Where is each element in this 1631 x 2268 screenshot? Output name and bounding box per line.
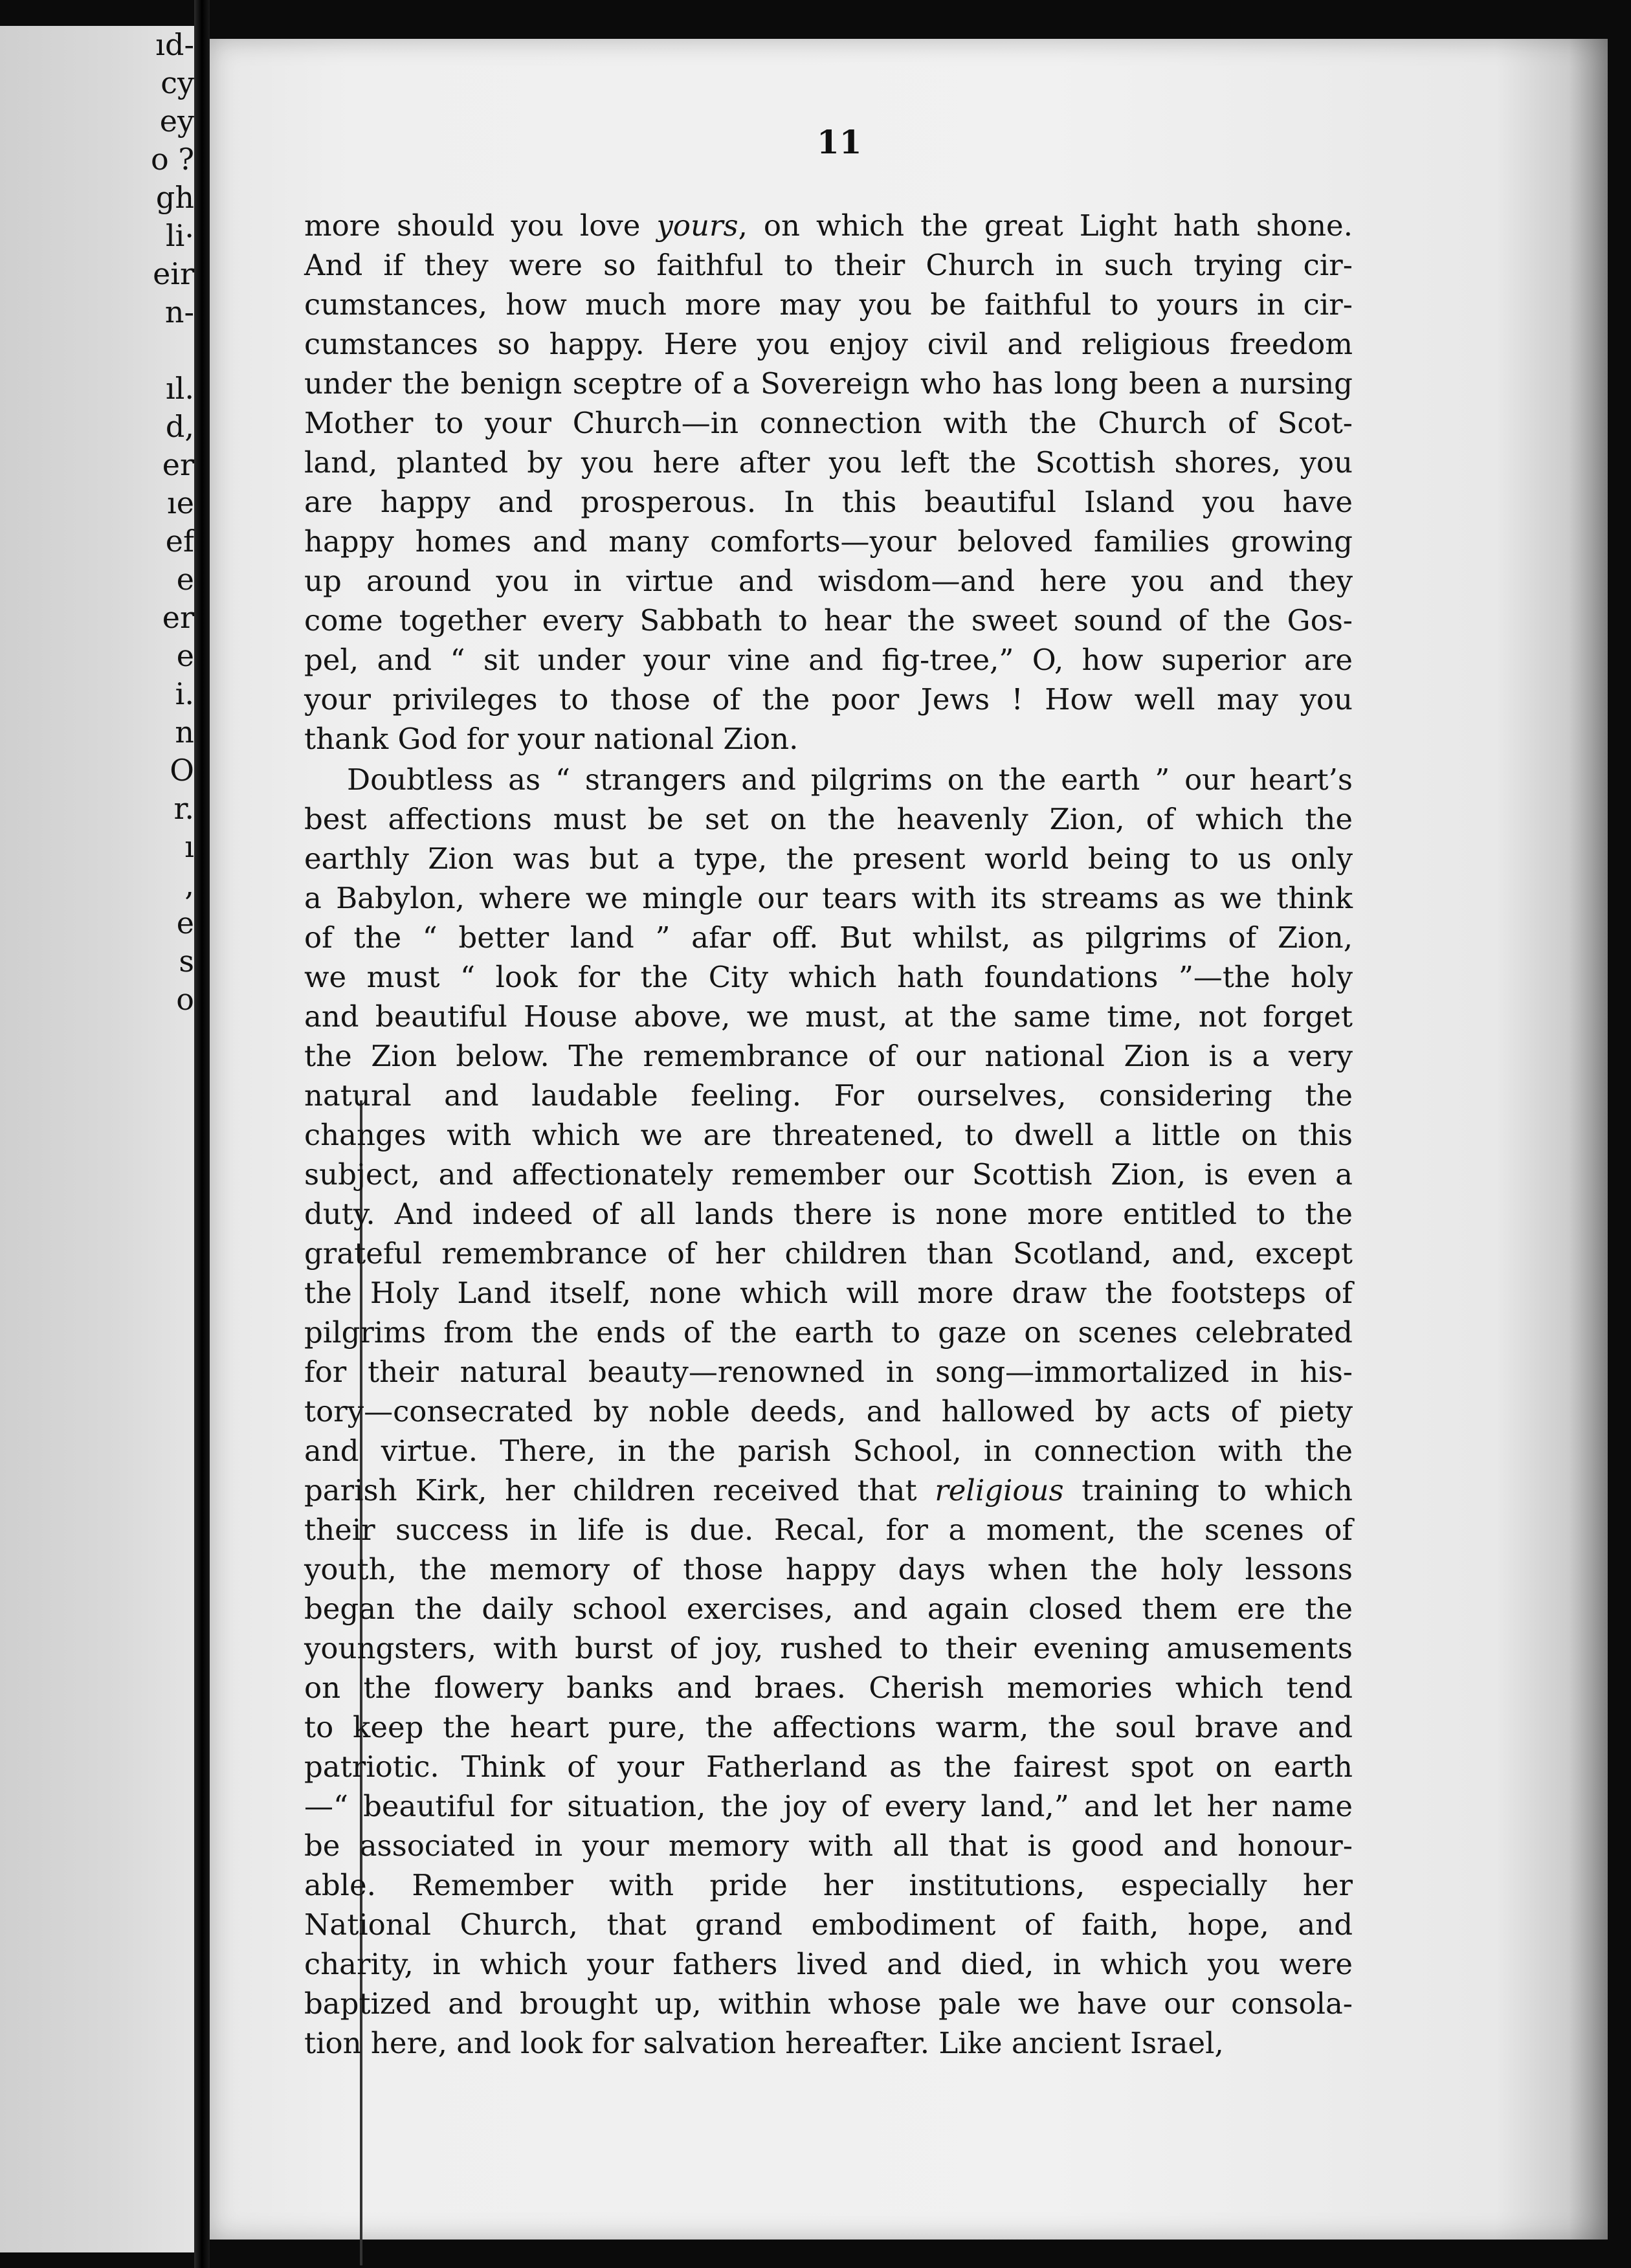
facing-page-fragment-line: cy bbox=[161, 65, 194, 100]
facing-page-fragment-line: er bbox=[162, 447, 194, 482]
text-run: the Holy Land itself, none which will more draw the footsteps of bbox=[304, 1276, 1353, 1310]
facing-page-fragment-line: r. bbox=[173, 791, 194, 826]
text-line bbox=[304, 1392, 1353, 1431]
text-line bbox=[304, 918, 1353, 957]
text-run: are happy and prosperous. In this beautiful Island you have bbox=[304, 485, 1353, 519]
text-line bbox=[304, 324, 1353, 364]
page-number: 11 bbox=[817, 123, 862, 161]
text-line bbox=[304, 1194, 1353, 1234]
facing-page-fragment-line: ef bbox=[165, 524, 194, 559]
text-line bbox=[304, 1313, 1353, 1352]
text-line bbox=[304, 1944, 1353, 1984]
text-run: under the benign sceptre of a Sovereign who has long been a nursing bbox=[304, 366, 1353, 401]
facing-page-fragment-line: gh bbox=[155, 180, 194, 215]
text-line bbox=[304, 561, 1353, 601]
text-line bbox=[304, 1668, 1353, 1707]
text-line bbox=[304, 364, 1353, 403]
text-run: their success in life is due. Recal, for a moment, the scenes of bbox=[304, 1513, 1353, 1547]
text-line bbox=[304, 1155, 1353, 1194]
text-run: of the “ better land ” afar off. But whilst, as pilgrims of Zion, bbox=[304, 920, 1353, 955]
text-line bbox=[304, 403, 1353, 443]
text-run: And if they were so faithful to their Church in such trying cir- bbox=[304, 248, 1353, 282]
facing-page-fragment-line: O bbox=[170, 753, 194, 788]
text-line bbox=[304, 1984, 1353, 2023]
facing-page-fragment-line: s bbox=[179, 944, 194, 979]
text-line bbox=[304, 1865, 1353, 1905]
text-run: and beautiful House above, we must, at the same time, not forget bbox=[304, 999, 1353, 1034]
text-run: baptized and brought up, within whose pale we have our consola- bbox=[304, 1986, 1353, 2021]
text-line bbox=[304, 1471, 1353, 1510]
facing-page-fragment-line: ıe bbox=[167, 485, 194, 520]
facing-page-fragment-line: n- bbox=[164, 295, 194, 329]
text-line bbox=[304, 680, 1353, 719]
text-run: youngsters, with burst of joy, rushed to their evening amusements bbox=[304, 1631, 1353, 1665]
text-run: up around you in virtue and wisdom—and here you and they bbox=[304, 564, 1353, 598]
facing-page-fragment-line: e bbox=[176, 562, 194, 597]
text-line bbox=[304, 1234, 1353, 1273]
text-line bbox=[304, 839, 1353, 878]
facing-page-fragment-line: ıd- bbox=[155, 27, 194, 62]
text-run: duty. And indeed of all lands there is none more entitled to the bbox=[304, 1197, 1353, 1231]
text-run: began the daily school exercises, and again closed them ere the bbox=[304, 1592, 1353, 1626]
book-gutter bbox=[194, 0, 210, 2268]
text-line bbox=[304, 601, 1353, 640]
text-run: charity, in which your fathers lived and died, in which you were bbox=[304, 1947, 1353, 1981]
text-line bbox=[304, 1076, 1353, 1115]
text-line bbox=[304, 482, 1353, 522]
text-run: tory—consecrated by noble deeds, and hallowed by acts of piety bbox=[304, 1394, 1353, 1429]
facing-page-fragment-line: i. bbox=[175, 676, 194, 711]
text-run: earthly Zion was but a type, the present world being to us only bbox=[304, 841, 1353, 876]
text-line bbox=[304, 878, 1353, 918]
text-line bbox=[304, 245, 1353, 285]
text-run: able. Remember with pride her institutions, especially her bbox=[304, 1868, 1353, 1902]
facing-page-fragment-line: ıl. bbox=[165, 371, 194, 406]
body-text bbox=[304, 206, 1353, 2063]
text-run: patriotic. Think of your Fatherland as the fairest spot on earth bbox=[304, 1750, 1353, 1784]
text-line bbox=[304, 957, 1353, 997]
text-run: National Church, that grand embodiment of faith, hope, and bbox=[304, 1907, 1353, 1942]
text-run: thank God for your national Zion. bbox=[304, 722, 799, 756]
text-line bbox=[304, 1352, 1353, 1392]
text-run: a Babylon, where we mingle our tears with its streams as we think bbox=[304, 881, 1353, 915]
text-run: youth, the memory of those happy days when the holy lessons bbox=[304, 1552, 1353, 1586]
text-line bbox=[304, 285, 1353, 324]
text-line bbox=[304, 1786, 1353, 1826]
text-run: the Zion below. The remembrance of our national Zion is a very bbox=[304, 1039, 1353, 1073]
text-line bbox=[304, 1550, 1353, 1589]
text-run: pilgrims from the ends of the earth to gaze on scenes celebrated bbox=[304, 1315, 1353, 1350]
facing-page-fragment-line: , bbox=[184, 867, 194, 902]
text-line bbox=[304, 2023, 1353, 2063]
text-run: happy homes and many comforts—your beloved families growing bbox=[304, 524, 1353, 559]
text-line bbox=[304, 1510, 1353, 1550]
facing-page-fragment-line: ı bbox=[184, 829, 194, 864]
text-run: parish Kirk, her children received that bbox=[304, 1473, 935, 1507]
text-line bbox=[304, 799, 1353, 839]
text-run: Doubtless as “ strangers and pilgrims on the earth ” our heart’s bbox=[347, 762, 1353, 797]
text-run: best affections must be set on the heavenly Zion, of which the bbox=[304, 802, 1353, 836]
paragraph bbox=[304, 760, 1353, 2063]
facing-page-fragment-line: ey bbox=[159, 104, 194, 139]
text-line bbox=[304, 1036, 1353, 1076]
facing-page-fragment bbox=[0, 26, 194, 2252]
text-line bbox=[304, 1115, 1353, 1155]
text-run: come together every Sabbath to hear the sweet sound of the Gos- bbox=[304, 603, 1353, 638]
facing-page-text bbox=[116, 26, 194, 1019]
text-run: more should you love bbox=[304, 208, 657, 243]
text-line bbox=[304, 1629, 1353, 1668]
facing-page-fragment-line: eir bbox=[153, 256, 194, 291]
text-line bbox=[304, 1273, 1353, 1313]
text-line bbox=[304, 206, 1353, 245]
text-run: grateful remembrance of her children than Scotland, and, except bbox=[304, 1236, 1353, 1271]
text-line bbox=[304, 1826, 1353, 1865]
text-run: for their natural beauty—renowned in song—immortalized in his- bbox=[304, 1355, 1353, 1389]
text-line bbox=[304, 522, 1353, 561]
text-line bbox=[304, 1905, 1353, 1944]
paragraph bbox=[304, 206, 1353, 759]
text-run: training to which bbox=[1063, 1473, 1353, 1507]
text-run: tion here, and look for salvation hereafter. Like ancient Israel, bbox=[304, 2026, 1224, 2060]
text-run: changes with which we are threatened, to dwell a little on this bbox=[304, 1118, 1353, 1152]
text-run: be associated in your memory with all that is good and honour- bbox=[304, 1829, 1353, 1863]
text-run: and virtue. There, in the parish School, in connection with the bbox=[304, 1434, 1353, 1468]
text-line bbox=[304, 719, 1353, 759]
facing-page-fragment-line: o ? bbox=[151, 142, 194, 177]
facing-page-fragment-line: e bbox=[176, 638, 194, 673]
text-line bbox=[304, 1431, 1353, 1471]
facing-page-fragment-line: li· bbox=[165, 218, 194, 253]
text-line bbox=[304, 997, 1353, 1036]
text-line bbox=[304, 1747, 1353, 1786]
facing-page-fragment-line: n bbox=[175, 715, 194, 750]
italic-text-run: yours bbox=[656, 208, 738, 243]
text-line bbox=[304, 443, 1353, 482]
text-line bbox=[304, 1707, 1353, 1747]
facing-page-fragment-line bbox=[116, 331, 194, 370]
facing-page-fragment-line: o bbox=[176, 982, 194, 1017]
text-run: on the flowery banks and braes. Cherish memories which tend bbox=[304, 1671, 1353, 1705]
text-line bbox=[304, 760, 1353, 799]
text-run: Mother to your Church—in connection with the Church of Scot- bbox=[304, 406, 1353, 440]
text-run: we must “ look for the City which hath foundations ”—the holy bbox=[304, 960, 1353, 994]
text-run: pel, and “ sit under your vine and fig-tree,” O, how superior are bbox=[304, 643, 1353, 677]
facing-page-fragment-line: er bbox=[162, 600, 194, 635]
text-run: , on which the great Light hath shone. bbox=[738, 208, 1353, 243]
text-run: to keep the heart pure, the affections warm, the soul brave and bbox=[304, 1710, 1353, 1744]
facing-page-fragment-line: e bbox=[176, 906, 194, 940]
text-run: cumstances, how much more may you be faithful to yours in cir- bbox=[304, 287, 1353, 322]
text-run: natural and laudable feeling. For ourselves, considering the bbox=[304, 1078, 1353, 1113]
text-run: cumstances so happy. Here you enjoy civil and religious freedom bbox=[304, 327, 1353, 361]
text-line bbox=[304, 1589, 1353, 1629]
facing-page-fragment-line: d, bbox=[165, 409, 194, 444]
page-edge-shadow bbox=[1569, 39, 1608, 2240]
text-line bbox=[304, 640, 1353, 680]
text-run: your privileges to those of the poor Jews ! How well may you bbox=[304, 682, 1353, 717]
text-run: subject, and affectionately remember our Scottish Zion, is even a bbox=[304, 1157, 1353, 1192]
text-run: land, planted by you here after you left the Scottish shores, you bbox=[304, 445, 1353, 480]
text-run: —“ beautiful for situation, the joy of every land,” and let her name bbox=[304, 1789, 1353, 1823]
italic-text-run: religious bbox=[935, 1473, 1064, 1507]
